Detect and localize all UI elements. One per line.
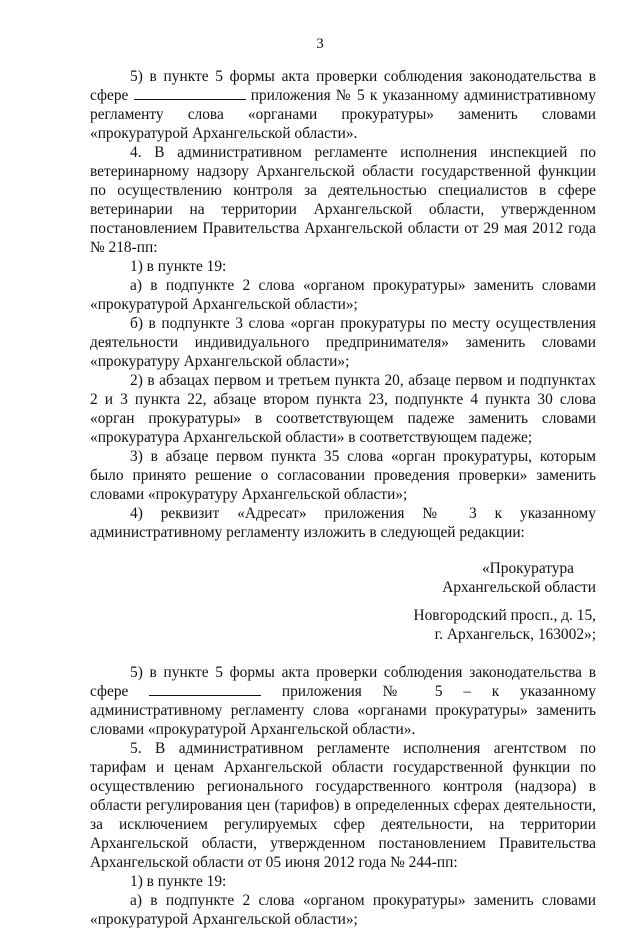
address-line: Архангельской области — [442, 579, 596, 596]
paragraph-text: приложения № 5 к указанному административному регламенту слова «органами прокуратуры» заменить словами «прокуратурой Архангельской области». — [90, 87, 596, 142]
paragraph-item-5-act-form-2 — [90, 663, 596, 739]
paragraph-text: 5) в пункте 5 формы акта проверки соблюдения законодательства в сфере — [90, 664, 596, 700]
address-block-street — [90, 606, 596, 644]
spacer — [90, 644, 596, 663]
blank-underline — [149, 682, 261, 696]
address-line: «Прокуратура — [481, 560, 574, 577]
paragraph-item-4: 4) реквизит «Адресат» приложения № 3 к указанному административному регламенту изложить в следующей редакции: — [90, 505, 596, 541]
paragraph-text: 5) в пункте 5 формы акта проверки соблюдения законодательства в сфере — [90, 68, 596, 104]
blank-underline — [134, 86, 246, 100]
paragraph-subitem-a: а) в подпункте 2 слова «органом прокуратуры» заменить словами «прокуратурой Архангельской области»; — [90, 892, 596, 928]
paragraph-subitem-a: а) в подпункте 2 слова «органом прокуратуры» заменить словами «прокуратурой Архангельской области»; — [90, 277, 596, 313]
address-line: Новгородский просп., д. 15, — [413, 607, 596, 624]
paragraph-subitem-b: б) в подпункте 3 слова «орган прокуратуры по месту осуществления деятельности индивидуального предпринимателя» заменить словами «прокуратуру Архангельской области»; — [90, 315, 596, 370]
paragraph-item-1: 1) в пункте 19: — [130, 873, 227, 890]
paragraph-item-5-act-form — [90, 67, 596, 143]
paragraph-item-1: 1) в пункте 19: — [130, 258, 227, 275]
address-block — [90, 559, 596, 597]
address-line: г. Архангельск, 163002»; — [434, 626, 596, 643]
paragraph-text: приложения № 5 – к указанному административному регламенту слова «органами прокуратуры» заменить словами «прокуратурой Архангельской области». — [90, 683, 597, 738]
paragraph-item-2: 2) в абзацах первом и третьем пункта 20, абзаце первом и подпунктах 2 и 3 пункта 22, абзаце втором пункта 23, подпункте 4 пункта 30 слова «орган прокуратуры» в соответствующем падеже заменить словами «прокуратура Архангельской области» в соответствующем падеже; — [90, 372, 596, 446]
document-body — [90, 67, 596, 929]
page-number: 3 — [316, 36, 324, 52]
paragraph-section-5: 5. В административном регламенте исполнения агентством по тарифам и ценам Архангельской области государственной функции по осуществлению регионального государственного контроля (надзора) в области регулирования цен (тарифов) в определенных сферах деятельности, за исключением регулируемых сфер деятельности, на территории Архангельской области, утвержденном постановлением Правительства Архангельской области от 05 июня 2012 года № 244-пп: — [90, 740, 596, 871]
paragraph-item-3: 3) в абзаце первом пункта 35 слова «орган прокуратуры, которым было принято решение о согласовании проведения проверки» заменить словами «прокуратуру Архангельской области»; — [90, 448, 596, 503]
paragraph-section-4: 4. В административном регламенте исполнения инспекцией по ветеринарному надзору Архангельской области государственной функции по осуществлению контроля за деятельностью специалистов в сфере ветеринарии на территории Архангельской области, утвержденном постановлением Правительства Архангельской области от 29 мая 2012 года № 218-пп: — [90, 144, 596, 256]
